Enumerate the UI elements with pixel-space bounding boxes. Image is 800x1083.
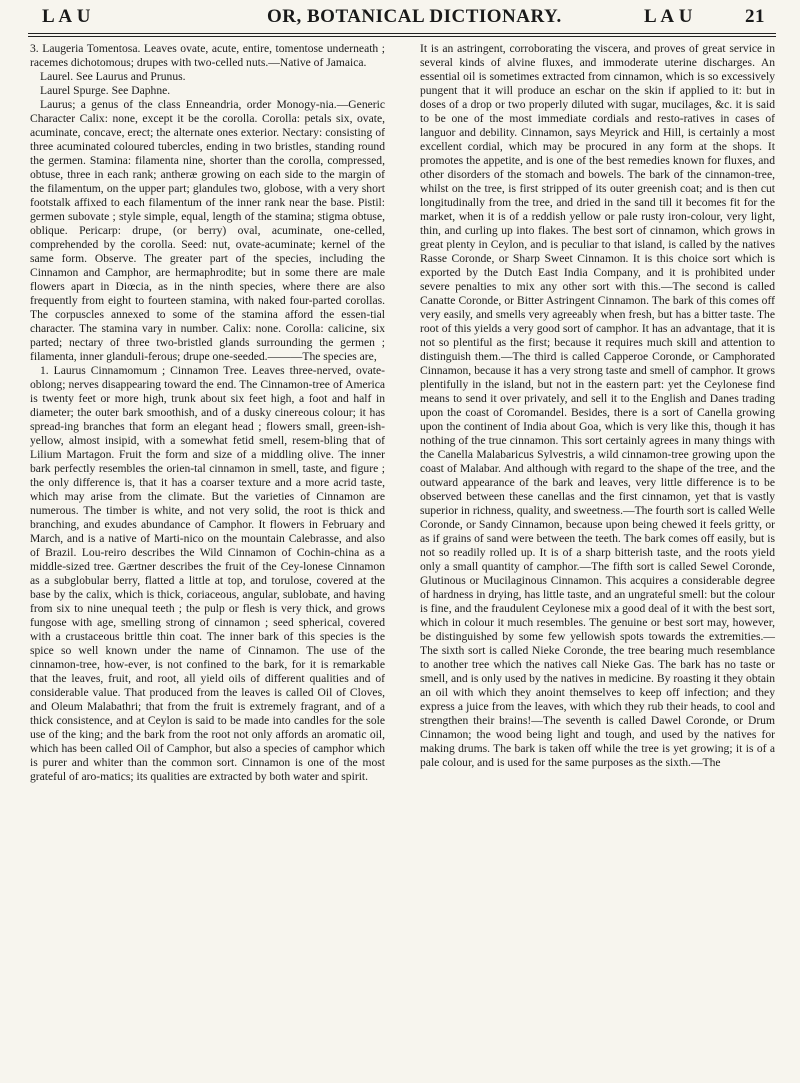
header-left: L A U <box>42 6 91 27</box>
entry-laurel: Laurel. See Laurus and Prunus. <box>40 70 186 83</box>
header-title: OR, BOTANICAL DICTIONARY. <box>267 6 562 27</box>
entry-laurus-genus: Laurus; a genus of the class Enneandria, order Monogy-nia.—Generic Character Calix: none, except it be the corolla. Corolla: petals six, ovate, acuminate, concave, erect; the alternate ones exterior. Nectary: consisting of three acuminated coloured tubercles, ending in two bristles, standing round the germen. Stamina: filamenta nine, shorter than the corolla, compressed, obtuse, three in each rank; antheræ growing on each side to the margin of the filamentum, on the upper part; glandules two, globose, with a very short footstalk affixed to each filamentum of the inner rank near the base. Pistil: germen subovate ; style simple, equal, length of the stamina; stigma obtuse, oblique. Pericarp: drupe, (or berry) oval, acuminate, one-celled, comprehended by the corolla. Seed: nut, ovate-acuminate; kernel of the same form. Observe. The greater part of the species, including the Cinnamon and Camphor, are hermaphrodite; but in some there are male flowers apart in Diœcia, as in the ninth species, where there are also frequently from eight to fourteen stamina, with naked four-parted corollas. The corpuscles annexed to some of the stamina afford the essen-tial character. The stamina vary in number. Calix: none. Corolla: calicine, six parted; nectary of three two-bristled glands surrounding the germen ; filamenta, inner glanduli-ferous; drupe one-seeded.———The species are, <box>30 98 385 363</box>
right-column <box>420 42 775 770</box>
entry-laurus-cinnamomum: 1. Laurus Cinnamomum ; Cinnamon Tree. Leaves three-nerved, ovate-oblong; nerves disappearing toward the end. The Cinnamon-tree of America is twenty feet or more high, trunk about six feet high, a foot and half in diameter; the outer bark smoothish, and of a dusky cinereous colour; it has spread-ing branches that form an elegant head ; flowers small, green-ish-yellow, almost insipid, with a somewhat fetid smell, resem-bling that of Lilium Martagon. Fruit the form and size of a middling olive. The inner bark perfectly resembles the orien-tal cinnamon in smell, taste, and figure ; the only difference is, that it has a coarser texture and a more acrid taste, which may arise from the climate. But the varieties of Cinnamon are numerous. The timber is white, and not very solid, the root is thick and branching, and exudes abundance of Camphor. It flowers in February and March, and is a native of Marti-nico on the mountain Calebrasse, and also of Brazil. Lou-reiro describes the Wild Cinnamon of Cochin-china as a middle-sized tree. Gærtner describes the fruit of the Cey-lonese Cinnamon as a subglobular berry, flatted a little at top, and torulose, covered at the base by the calix, which is thick, coriaceous, angular, sublobate, and having from six to nine unequal teeth ; the pulp or flesh is very thick, and grows fungose with age, smelling strong of cinnamon ; seed spherical, covered with a crustaceous brittle thin coat. The inner bark of this species is the spice so well known under the name of Cinnamon. The use of the cinnamon-tree, how-ever, is not confined to the bark, for it is remarkable that the leaves, fruit, and root, all yield oils of different qualities and of considerable value. That produced from the leaves is called Oil of Cloves, and Oleum Malabathri; that from the fruit is extremely fragrant, and of a thick consistence, and at Ceylon is said to be made into candles for the sole use of the king; and the bark from the root not only affords an aromatic oil, which has been called Oil of Camphor, but also a species of camphor which is purer and whiter than the common sort. Cinnamon is one of the most grateful of aro-matics; its qualities are extracted by both water and spirit. <box>30 364 385 783</box>
left-column <box>30 42 385 784</box>
entry-laugeria-tomentosa: 3. Laugeria Tomentosa. Leaves ovate, acute, entire, tomentose underneath ; racemes dichotomous; drupes with two-celled nuts.—Native of Jamaica. <box>30 42 385 69</box>
header-rule-bottom <box>28 36 776 37</box>
entry-cinnamon-continued: It is an astringent, corroborating the viscera, and proves of great service in several kinds of alvine fluxes, and immoderate uterine discharges. An essential oil is sometimes extracted from cinnamon, which is so excessively pungent that it will produce an eschar on the skin if applied to it: but in doses of a drop or two properly diluted with sugar, mucilages, &c. it is said to be one of the most immediate cordials and resto-ratives in cases of languor and debility. Cinnamon, says Meyrick and Hill, is certainly a most excellent cordial, which may be procured in any form at the shops. It promotes the appetite, and is one of the best remedies known for fluxes, and other disorders of the stomach and bowels. The bark of the cinnamon-tree, whilst on the tree, is first stripped of its outer greenish coat; and is then cut longitudinally from the tree, and dried in the sand till it becomes fit for the market, when it is of a reddish yellow or pale rusty iron-colour, very light, thin, and curling up into flakes. The best sort of cinnamon, which grows in great plenty in Ceylon, and is peculiar to that island, is called by the natives Rasse Coronde, or Sharp Sweet Cinnamon. It is this choice sort which is exported by the Dutch East India Company, and it is prohibited under severe penalties to mix any other sort with this.—The second is called Canatte Coronde, or Bitter Astringent Cinnamon. The bark of this comes off very easily, and smells very agreeably when fresh, but has a bitter taste. The root of this yields a very good sort of camphor. It has an advantage, that it is not so plentiful as the first; because it requires much skill and attention to distinguish them.—The third is called Capperoe Coronde, or Camphorated Cinnamon, because it has a very strong taste and smell of camphor. It grows plentifully in the island, but not in the eastern part: yet the Ceylonese find means to send it over privately, and sell it to the English and Danes trading upon the coast of Coromandel. Besides, there is a sort of Canella growing upon the continent of India about Goa, which is very like this, though it has nothing of the true cinnamon. This sort certainly agrees in many things with the Canella Malabaricus Sylvestris, a wild cinnamon-tree growing upon the coast of Malabar. And although with regard to the shape of the tree, and the outward appearance of the bark and leaves, very little difference is to be observed between these canellas and the first cinnamon, yet that is vastly superior in richness, quality, and sweetness.—The fourth sort is called Welle Coronde, or Sandy Cinnamon, because upon being chewed it feels gritty, or as if grains of sand were between the teeth. The bark comes off easily, but is not so readily rolled up. It is of a sharp bitterish taste, and the roots yield only a small quantity of camphor.—The fifth sort is called Sewel Coronde, Glutinous or Mucilaginous Cinnamon. This acquires a considerable degree of hardness in drying, has little taste, and an ungrateful smell: but the colour is fine, and the fraudulent Ceylonese mix a good deal of it with the best sort, which in colour it much resembles. The genuine or best sort may, however, be distinguished by some few yellowish spots towards the extremities.—The sixth sort is called Nieke Coronde, the tree bearing much resemblance to another tree which the natives call Nieke Gas. The bark has no taste or smell, and is only used by the natives in medicine. By roasting it they obtain an oil with which they anoint themselves to keep off infection; and they express a juice from the leaves, with which they rub their heads, to cool and strengthen their brains!—The seventh is called Dawel Coronde, or Drum Cinnamon; the wood being light and tough, and used by the natives for making drums. The bark is taken off while the tree is yet growing; it is of a pale colour, and is used for the same purposes as the sixth.—The <box>420 42 775 769</box>
header-right-abbr: L A U <box>644 6 693 27</box>
running-header <box>30 4 775 32</box>
entry-laurel-spurge: Laurel Spurge. See Daphne. <box>40 84 171 97</box>
page-number: 21 <box>745 6 765 27</box>
header-rule-top <box>28 33 776 34</box>
